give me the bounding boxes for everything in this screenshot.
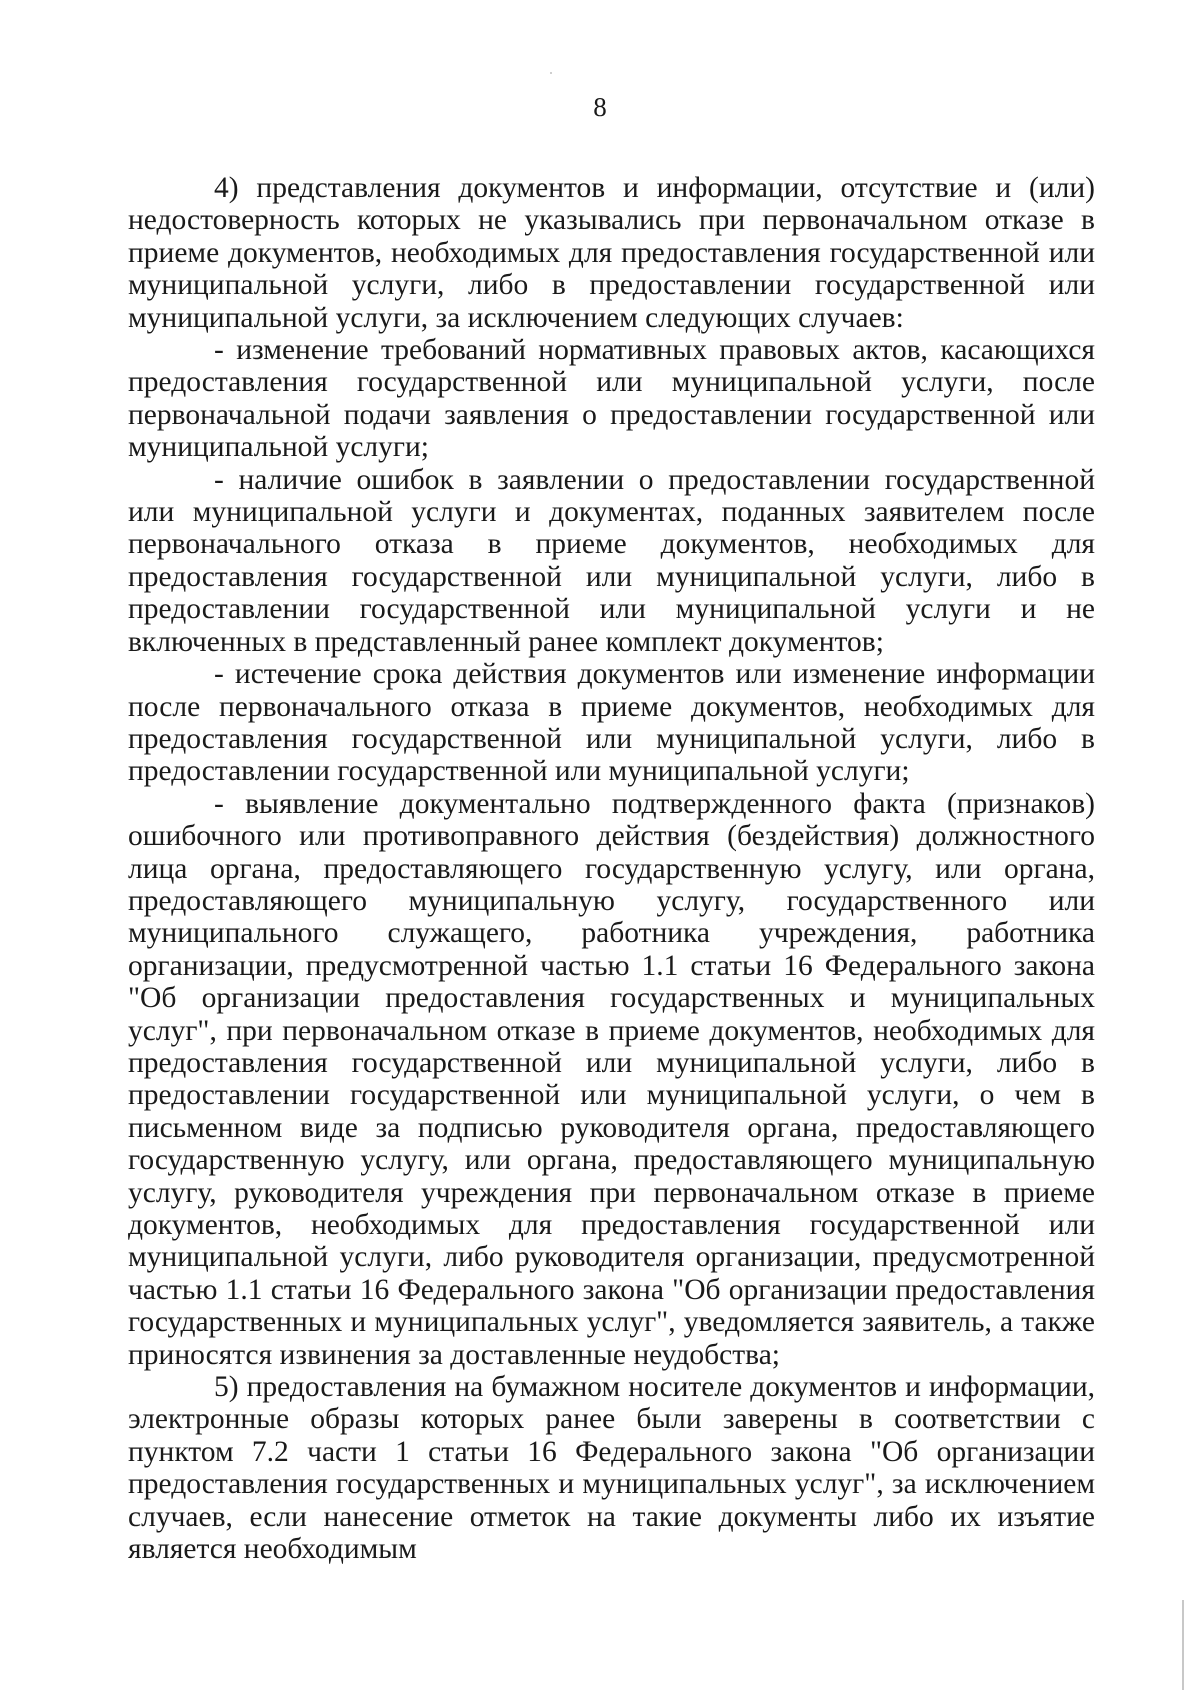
page-number: 8 (593, 92, 607, 122)
scan-edge-line (1182, 1600, 1184, 1690)
paragraph-item-4: 4) представления документов и информации, отсутствие и (или) недостоверность которых не указывались при первоначальном отказе в приеме документов, необходимых для предоставления государственной или муниципальной услуги, либо в предоставлении государственной или муниципальной услуги, за исключением следующих случаев: (128, 172, 1095, 334)
paragraph-case-expiry: - истечение срока действия документов или изменение информации после первоначального отказа в приеме документов, необходимых для предоставления государственной или муниципальной услуги, либо в предоставлении государственной или муниципальной услуги; (128, 658, 1095, 788)
paragraph-case-misconduct: - выявление документально подтвержденного факта (признаков) ошибочного или противоправного действия (бездействия) должностного лица органа, предоставляющего государственную услугу, или органа, предоставляющего муниципальную услугу, государственного или муниципального служащего, работника учреждения, работника организации, предусмотренной частью 1.1 статьи 16 Федерального закона "Об организации предоставления государственных и муниципальных услуг", при первоначальном отказе в приеме документов, необходимых для предоставления государственной или муниципальной услуги, либо в предоставлении государственной или муниципальной услуги, о чем в письменном виде за подписью руководителя органа, предоставляющего государственную услугу, или органа, предоставляющего муниципальную услугу, руководителя учреждения при первоначальном отказе в приеме документов, необходимых для предоставления государственной или муниципальной услуги, либо руководителя организации, предусмотренной частью 1.1 статьи 16 Федерального закона "Об организации предоставления государственных и муниципальных услуг", уведомляется заявитель, а также приносятся извинения за доставленные неудобства; (128, 787, 1095, 1371)
paragraph-item-5: 5) предоставления на бумажном носителе документов и информации, электронные образы которых ранее были заверены в соответствии с пунктом 7.2 части 1 статьи 16 Федерального закона "Об организации предоставления государственных и муниципальных услуг", за исключением случаев, если нанесение отметок на такие документы либо их изъятие является необходимым (128, 1371, 1095, 1566)
paragraph-case-regulation-change: - изменение требований нормативных правовых актов, касающихся предоставления государственной или муниципальной услуги, после первоначальной подачи заявления о предоставлении государственной или муниципальной услуги; (128, 334, 1095, 464)
paragraph-case-errors: - наличие ошибок в заявлении о предоставлении государственной или муниципальной услуги и документах, поданных заявителем после первоначального отказа в приеме документов, необходимых для предоставления государственной или муниципальной услуги, либо в предоставлении государственной или муниципальной услуги и не включенных в представленный ранее комплект документов; (128, 463, 1095, 658)
document-body (128, 172, 1095, 1565)
scan-artifact (550, 72, 552, 74)
